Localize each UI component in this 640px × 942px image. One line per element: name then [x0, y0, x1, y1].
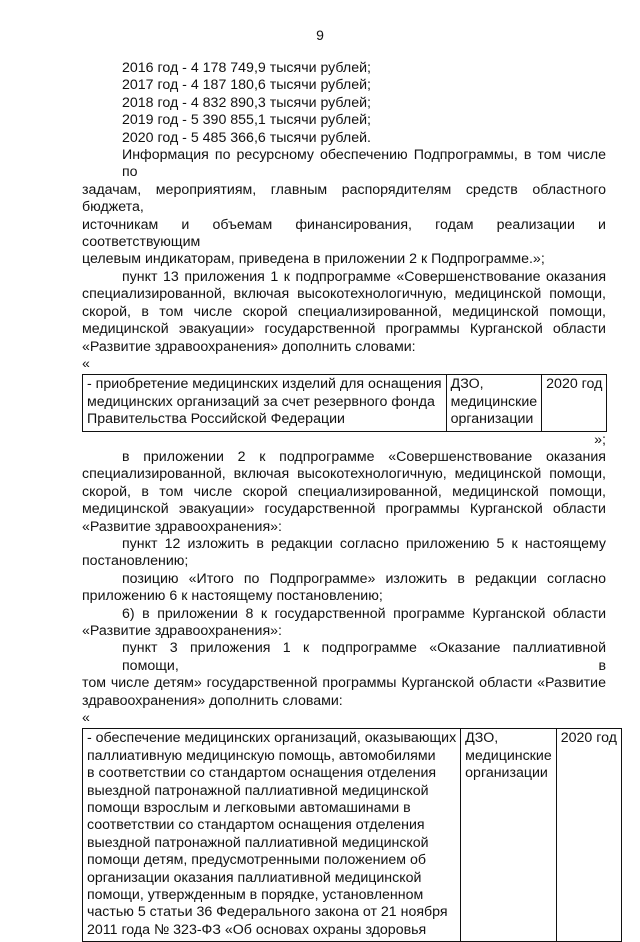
cell-line: помощи детям, предусмотренными положением об: [87, 852, 427, 869]
cell-line: 2011 года № 323-ФЗ «Об основах охраны здоровья: [87, 921, 427, 938]
paragraph-line: постановлению;: [82, 553, 189, 570]
paragraph-line: позицию «Итого по Подпрограмме» изложить в редакции согласно: [122, 570, 606, 587]
cell-line: организации оказания паллиативной медицинской: [87, 869, 422, 886]
cell-line: 2020 год: [546, 376, 603, 393]
open-quote: «: [82, 710, 90, 726]
paragraph-line: задачам, мероприятиям, главным распорядителям средств областного бюджета,: [82, 181, 606, 216]
paragraph-line: целевым индикаторам, приведена в приложении 2 к Подпрограмме.»;: [82, 251, 545, 268]
paragraph-line: скорой, в том числе скорой специализированной, медицинской помощи,: [82, 303, 606, 320]
paragraph-line: пункт 3 приложения 1 к подпрограмме «Оказание паллиативной помощи, в: [122, 640, 606, 674]
funding-year-line: 2017 год - 4 187 180,6 тысячи рублей;: [122, 77, 371, 94]
paragraph-line: Информация по ресурсному обеспечению Подпрограммы, в том числе по: [122, 147, 606, 181]
funding-year-line: 2018 год - 4 832 890,3 тысячи рублей;: [122, 94, 371, 111]
cell-line: в соответствии со стандартом оснащения отделения: [87, 765, 437, 782]
paragraph-line: «Развитие здравоохранения»:: [82, 518, 282, 535]
paragraph-line: пункт 13 приложения 1 к подпрограмме «Совершенствование оказания: [122, 268, 606, 285]
cell-line: - обеспечение медицинских организаций, оказывающих: [87, 730, 457, 747]
cell-line: Правительства Российской Федерации: [87, 411, 345, 428]
paragraph-line: медицинской эвакуации» государственной программы Курганской области: [82, 501, 606, 518]
paragraph-line: медицинской эвакуации» государственной программы Курганской области: [82, 321, 606, 338]
table-cell-executor: [446, 375, 542, 431]
paragraph-line: специализированной, включая высокотехнологичную, медицинской помощи,: [82, 286, 606, 303]
punkt12-paragraph: [82, 536, 606, 571]
cell-line: организации: [450, 411, 534, 428]
paragraph-line: 6) в приложении 8 к государственной программе Курганской области: [122, 605, 606, 622]
table-row: [83, 729, 622, 942]
open-quote: «: [82, 355, 90, 372]
itogo-paragraph: [82, 571, 606, 606]
paragraph-line: здравоохранения» дополнить словами:: [82, 692, 343, 709]
cell-line: частью 5 статьи 36 Федерального закона от 21 ноября: [87, 904, 448, 921]
measures-table-1: [82, 374, 607, 431]
cell-line: соответствии со стандартом оснащения отделения: [87, 817, 425, 834]
page-number: 9: [316, 27, 324, 43]
cell-line: медицинские: [465, 747, 552, 764]
funding-year-line: 2016 год - 4 178 749,9 тысячи рублей;: [122, 60, 371, 76]
measures-table-2: [82, 728, 622, 942]
paragraph-line: пункт 12 изложить в редакции согласно приложению 5 к настоящему: [122, 535, 606, 552]
info-paragraph: [82, 147, 606, 269]
cell-line: выездной патронажной паллиативной медицинской: [87, 834, 429, 851]
table-cell-executor: [461, 729, 557, 942]
cell-line: помощи, утвержденным в порядке, установленном: [87, 887, 424, 904]
cell-line: ДЗО,: [450, 376, 484, 393]
paragraph-line: «Развитие здравоохранения» дополнить словами:: [82, 338, 416, 355]
funding-year-line: 2020 год - 5 485 366,6 тысячи рублей.: [122, 129, 371, 146]
close-quote: »;: [594, 431, 606, 448]
cell-line: медицинские: [450, 393, 538, 410]
funding-year-line: 2019 год - 5 390 855,1 тысячи рублей;: [122, 112, 371, 129]
punkt13-paragraph: [82, 269, 606, 356]
cell-line: медицинских организаций за счет резервного фонда: [87, 393, 435, 410]
table-cell-year: [542, 375, 607, 431]
table-cell-measure: [83, 375, 447, 431]
document-body: [82, 60, 617, 942]
paragraph-line: специализированной, включая высокотехнологичную, медицинской помощи,: [82, 466, 606, 483]
paragraph-line: скорой, в том числе скорой специализированной, медицинской помощи,: [82, 483, 606, 500]
funding-years-list: [82, 60, 606, 147]
cell-line: выездной патронажной паллиативной медицинской: [87, 782, 429, 799]
cell-line: ДЗО,: [465, 730, 499, 747]
punkt3-paragraph: [82, 640, 606, 710]
table-cell-year: [556, 729, 621, 942]
table-row: [83, 375, 607, 431]
table-cell-measure: [83, 729, 461, 942]
cell-line: паллиативную медицинскую помощь, автомобилями: [87, 747, 436, 764]
item6-paragraph: [82, 606, 606, 641]
appendix2-paragraph: [82, 449, 606, 536]
cell-line: организации: [465, 765, 548, 782]
paragraph-line: источникам и объемам финансирования, годам реализации и соответствующим: [82, 216, 606, 251]
paragraph-line: в приложении 2 к подпрограмме «Совершенствование оказания: [122, 448, 606, 465]
cell-line: - приобретение медицинских изделий для оснащения: [87, 376, 442, 393]
cell-line: 2020 год: [560, 730, 617, 747]
paragraph-line: «Развитие здравоохранения»:: [82, 622, 282, 639]
cell-line: помощи взрослым и легковыми автомашинами в: [87, 800, 411, 817]
paragraph-line: приложению 6 к настоящему постановлению;: [82, 588, 383, 605]
paragraph-line: том числе детям» государственной программы Курганской области «Развитие: [82, 675, 606, 692]
